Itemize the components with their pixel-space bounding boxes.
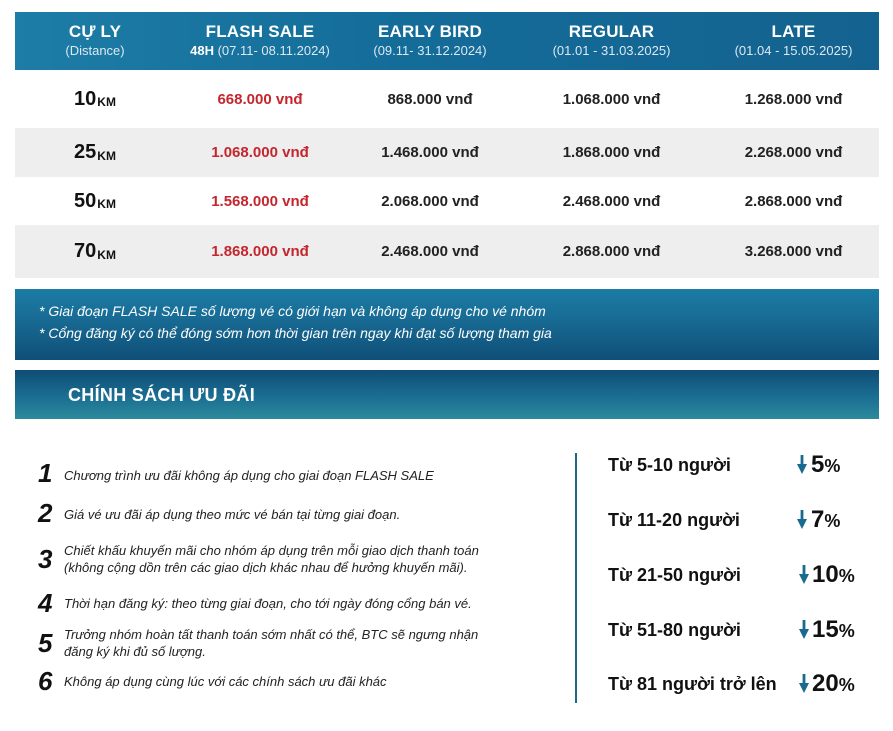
late-price: 3.268.000 vnđ [744, 243, 843, 260]
flash-price: 1.868.000 vnđ [211, 243, 309, 260]
regular-price: 2.468.000 vnđ [562, 192, 661, 210]
item-number: 1 [38, 458, 53, 488]
note-line: * Cổng đăng ký có thể đóng sớm hơn thời gian trên ngay khi đạt số lượng tham gia [39, 325, 552, 341]
item-number: 4 [38, 588, 53, 618]
table-row [15, 177, 879, 225]
distance-cell: 70 KM [74, 240, 116, 262]
discount-value: 5% [811, 451, 841, 478]
discount-label: Từ 51-80 người [608, 620, 741, 640]
early-price: 2.468.000 vnđ [381, 243, 479, 260]
arrow-down-icon [799, 620, 809, 640]
late-price: 2.268.000 vnđ [744, 144, 843, 161]
late-price: 2.868.000 vnđ [744, 192, 843, 210]
table-row [15, 128, 879, 177]
item-text: Không áp dụng cùng lúc với các chính sách ưu đãi khác [64, 674, 387, 689]
discount-label: Từ 81 người trở lên [608, 674, 777, 694]
notes-band [15, 289, 879, 360]
discount-label: Từ 5-10 người [608, 455, 731, 475]
discount-value: 7% [811, 506, 841, 533]
table-header [15, 12, 879, 70]
note-line: * Giai đoạn FLASH SALE số lượng vé có giới hạn và không áp dụng cho vé nhóm [39, 303, 546, 319]
distance-cell: 10 KM [74, 87, 116, 110]
flash-price: 1.568.000 vnđ [211, 192, 309, 210]
vertical-divider [575, 453, 577, 703]
item-text: Chiết khấu khuyến mãi cho nhóm áp dụng trên mỗi giao dịch thanh toán (không cộng dồn trên các giao dịch khác nhau để hưởng khuyến mãi). [64, 543, 479, 575]
discount-value: 15% [812, 616, 855, 643]
early-price: 2.068.000 vnđ [381, 192, 479, 210]
arrow-down-icon [797, 510, 807, 530]
item-text: Thời hạn đăng ký: theo từng giai đoạn, cho tới ngày đóng cổng bán vé. [64, 596, 472, 611]
item-number: 5 [38, 628, 53, 658]
table-row [15, 70, 879, 128]
item-number: 3 [38, 544, 53, 574]
arrow-down-icon [799, 565, 809, 585]
header-flash-sale: FLASH SALE 48H (07.11- 08.11.2024) [190, 22, 330, 58]
header-early-bird: EARLY BIRD (09.11- 31.12.2024) [373, 22, 487, 58]
arrow-down-icon [797, 455, 807, 475]
item-text: Trưởng nhóm hoàn tất thanh toán sớm nhất có thể, BTC sẽ ngưng nhận đăng ký khi đủ số lượng. [64, 627, 479, 659]
regular-price: 1.068.000 vnđ [562, 90, 661, 108]
header-regular: REGULAR (01.01 - 31.03.2025) [552, 22, 671, 58]
item-text: Chương trình ưu đãi không áp dụng cho giai đoạn FLASH SALE [64, 468, 434, 483]
header-distance: CỰ LY (Distance) [65, 22, 125, 58]
discount-value: 20% [812, 670, 855, 697]
item-text: Giá vé ưu đãi áp dụng theo mức vé bán tại từng giai đoạn. [64, 507, 401, 522]
arrow-down-icon [799, 674, 809, 694]
discount-label: Từ 11-20 người [608, 510, 740, 530]
discount-label: Từ 21-50 người [608, 565, 741, 585]
regular-price: 2.868.000 vnđ [562, 243, 661, 260]
flash-price: 668.000 vnđ [217, 90, 303, 108]
distance-cell: 25 KM [74, 141, 116, 163]
regular-price: 1.868.000 vnđ [562, 144, 661, 161]
early-price: 868.000 vnđ [387, 90, 473, 108]
late-price: 1.268.000 vnđ [744, 90, 843, 108]
policy-heading-band [15, 370, 879, 419]
price-table [15, 12, 879, 278]
item-number: 6 [38, 666, 53, 696]
policy-title: CHÍNH SÁCH ƯU ĐÃI [68, 385, 256, 405]
header-late: LATE (01.04 - 15.05.2025) [734, 22, 853, 58]
flash-price: 1.068.000 vnđ [211, 144, 309, 161]
early-price: 1.468.000 vnđ [381, 144, 479, 161]
item-number: 2 [38, 498, 53, 528]
table-row [15, 225, 879, 278]
discount-value: 10% [812, 561, 855, 588]
distance-cell: 50 KM [74, 189, 116, 212]
